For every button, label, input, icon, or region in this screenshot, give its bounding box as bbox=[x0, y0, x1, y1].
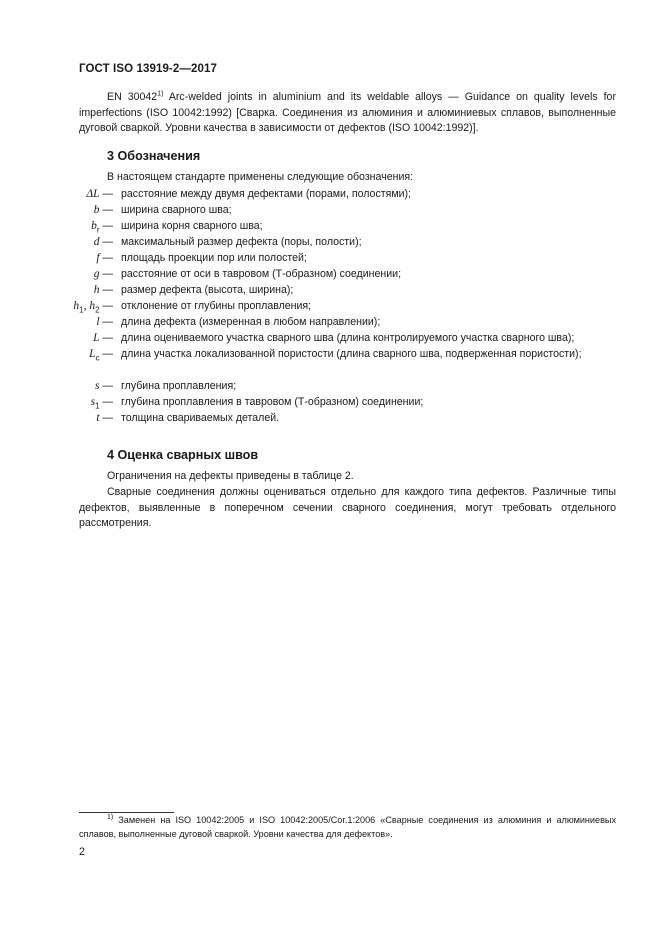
definition-symbol: h — bbox=[93, 284, 113, 296]
definition-text: расстояние от оси в тавровом (Т-образном) соединении; bbox=[121, 268, 402, 280]
definition-text: площадь проекции пор или полостей; bbox=[121, 252, 307, 264]
document-header: ГОСТ ISO 13919-2—2017 bbox=[79, 63, 217, 75]
section-3-intro: В настоящем стандарте применены следующие обозначения: bbox=[107, 171, 414, 183]
section-4-heading: 4 Оценка сварных швов bbox=[107, 448, 259, 462]
page-number: 2 bbox=[79, 846, 85, 858]
reference-text: Arc-welded joints in aluminium and its weldable alloys — Guidance on quality levels for imperfections (ISO 10042:1992) [Сварка. Соединения из алюминия и алюминиевых сплавов, выполненные дуговой сваркой. Уровни качества в зависимости от дефектов (ISO 10042:1992)]. bbox=[79, 91, 616, 135]
definition-symbol: ΔL — bbox=[86, 188, 113, 200]
definition-text: длина оцениваемого участка сварного шва (длина контролируемого участка сварного шва); bbox=[121, 332, 575, 344]
footnote-mark: 1) bbox=[157, 90, 164, 98]
definition-text: длина дефекта (измеренная в любом направлении); bbox=[121, 316, 381, 328]
definition-text: размер дефекта (высота, ширина); bbox=[121, 284, 294, 296]
definition-text: максимальный размер дефекта (поры, полости); bbox=[121, 236, 362, 248]
definition-symbol: $L_c$ — bbox=[89, 348, 113, 363]
definition-symbol: t — bbox=[96, 412, 113, 424]
footnote bbox=[79, 814, 616, 841]
reference-paragraph bbox=[79, 90, 616, 137]
footnote-text: Заменен на ISO 10042:2005 и ISO 10042:2005/Cor.1:2006 «Сварные соединения из алюминия и алюминиевых сплавов, выполненные дуговой сваркой. Уровни качества для дефектов». bbox=[79, 815, 616, 839]
definition-symbol: d — bbox=[93, 236, 113, 248]
definition-symbol: f — bbox=[96, 252, 113, 264]
definition-symbol: $h_1$, $h_2$ — bbox=[73, 300, 113, 315]
definition-text: расстояние между двумя дефектами (порами, полостями); bbox=[121, 188, 411, 200]
definition-text: ширина корня сварного шва; bbox=[121, 220, 263, 232]
footnote-mark: 1) bbox=[107, 813, 114, 821]
definition-symbol: s — bbox=[95, 380, 113, 392]
definition-symbol: $s_1$ — bbox=[90, 396, 113, 411]
definition-symbol: l — bbox=[96, 316, 113, 328]
footnote-divider bbox=[79, 812, 174, 813]
section-4-paragraph-2: Сварные соединения должны оцениваться отдельно для каждого типа дефектов. Различные типы дефектов, выявленные в поперечном сечении сварного соединения, могут требовать отдельного рассмотрения. bbox=[79, 486, 616, 530]
section-3-heading: 3 Обозначения bbox=[107, 149, 201, 163]
definition-symbol: L — bbox=[93, 332, 113, 344]
definition-text: длина участка локализованной пористости (длина сварного шва, подверженная пористости); bbox=[121, 348, 582, 360]
definition-symbol: g — bbox=[93, 268, 113, 280]
definition-symbol: b — bbox=[93, 204, 113, 216]
definition-text: ширина сварного шва; bbox=[121, 204, 232, 216]
section-4-paragraph-1: Ограничения на дефекты приведены в таблице 2. bbox=[107, 470, 354, 482]
definition-text: глубина проплавления в тавровом (Т-образном) соединении; bbox=[121, 396, 424, 408]
definition-symbol: $b_r$ — bbox=[91, 220, 113, 235]
definition-text: отклонение от глубины проплавления; bbox=[121, 300, 312, 312]
reference-code: EN 30042 bbox=[107, 91, 158, 103]
definition-text: глубина проплавления; bbox=[121, 380, 237, 392]
definition-text: толщина свариваемых деталей. bbox=[121, 412, 280, 424]
